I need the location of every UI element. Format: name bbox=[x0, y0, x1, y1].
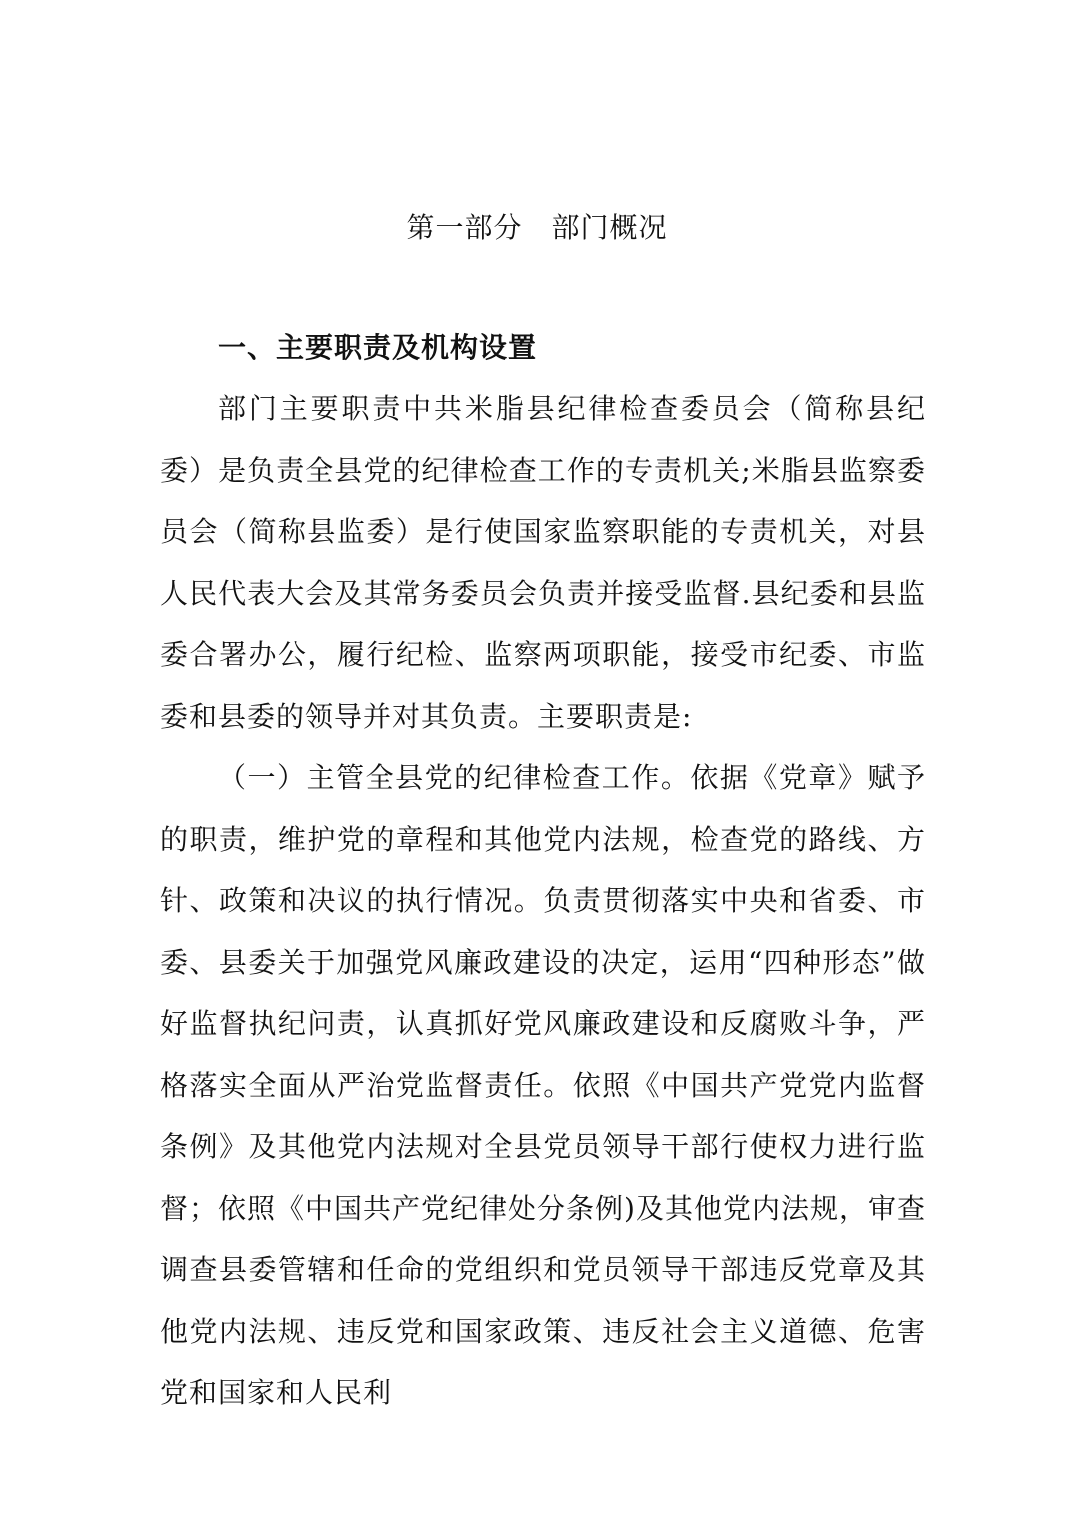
section-heading: 一、主要职责及机构设置 bbox=[218, 331, 538, 364]
paragraph-duty-1: （一）主管全县党的纪律检查工作。依据《党章》赋予的职责，维护党的章程和其他党内法规，检查党的路线、方针、政策和决议的执行情况。负责贯彻落实中央和省委、市委、县委关于加强党风廉政建设的决定，运用“四种形态”做好监督执纪问责，认真抓好党风廉政建设和反腐败斗争，严格落实全面从严治党监督责任。依照《中国共产党党内监督条例》及其他党内法规对全县党员领导干部行使权力进行监督；依照《中国共产党纪律处分条例)及其他党内法规，审查调查县委管辖和任命的党组织和党员领导干部违反党章及其他党内法规、违反党和国家政策、违反社会主义道德、危害党和国家和人民利 bbox=[160, 761, 926, 1409]
part-title: 第一部分 部门概况 bbox=[406, 211, 668, 244]
paragraph-main-duties: 部门主要职责中共米脂县纪律检查委员会（简称县纪委）是负责全县党的纪律检查工作的专责机关;米脂县监察委员会（简称县监委）是行使国家监察职能的专责机关，对县人民代表大会及其常务委员会负责并接受监督.县纪委和县监委合署办公，履行纪检、监察两项职能，接受市纪委、市监委和县委的领导并对其负责。主要职责是: bbox=[160, 392, 926, 733]
